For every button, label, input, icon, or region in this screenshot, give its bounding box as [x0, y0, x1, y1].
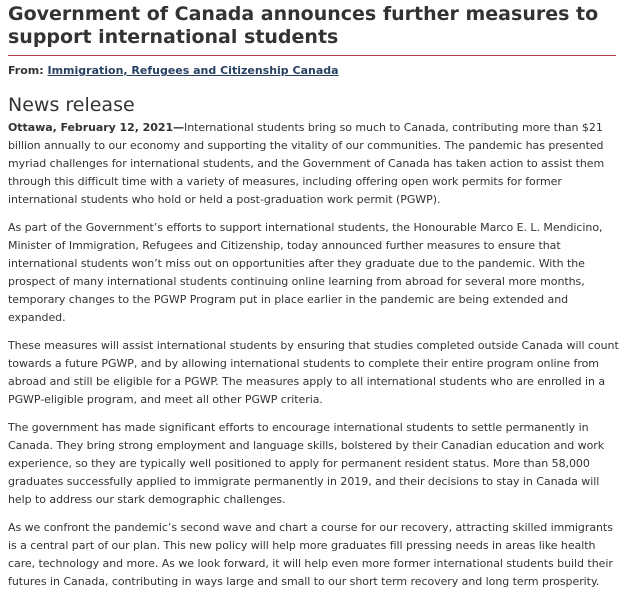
paragraph-5: As we confront the pandemic’s second wave and chart a course for our recovery, attracting skilled immigrants is a central part of our plan. This new policy will help more graduates fill pressing needs in areas like health care, technology and more. As we look forward, it will help even more former international students build their futures in Canada, contributing in ways large and small to our short term recovery and long term prosperity. [8, 521, 613, 588]
paragraph-3: These measures will assist international students by ensuring that studies completed outside Canada will count towards a future PGWP, and by allowing international students to complete their entire program online from abroad and still be eligible for a PGWP. The measures apply to all international students who are enrolled in a PGWP-eligible program, and meet all other PGWP criteria. [8, 339, 619, 406]
dateline: Ottawa, February 12, 2021 [8, 121, 174, 134]
paragraph-1 [8, 119, 620, 209]
from-label: From: [8, 64, 48, 77]
department-link[interactable]: Immigration, Refugees and Citizenship Canada [47, 64, 339, 77]
page-title: Government of Canada announces further measures to support international students [8, 0, 616, 56]
paragraph-4: The government has made significant efforts to encourage international students to settle permanently in Canada. They bring strong employment and language skills, bolstered by their Canadian education and work experience, so they are typically well positioned to apply for permanent resident status. More than 58,000 graduates successfully applied to immigrate permanently in 2019, and their decisions to stay in Canada will help to address our stark demographic challenges. [8, 421, 605, 506]
dateline-dash: — [173, 121, 185, 134]
section-heading: News release [8, 94, 135, 116]
paragraph-1-text: International students bring so much to Canada, contributing more than $21 billion annually to our economy and supporting the vitality of our communities. The pandemic has presented myriad challenges for international students, and the Government of Canada has taken action to assist them through this difficult time with a variety of measures, including offering open work permits for former international students who hold or held a post-graduation work permit (PGWP). [8, 121, 605, 206]
paragraph-2: As part of the Government’s efforts to support international students, the Honourable Marco E. L. Mendicino, Minister of Immigration, Refugees and Citizenship, today announced further measures to ensure that international students won’t miss out on opportunities after they graduate due to the pandemic. With the prospect of many international students continuing online learning from abroad for several more months, temporary changes to the PGWP Program put in place earlier in the pandemic are being extended and expanded. [8, 221, 603, 324]
from-line [8, 63, 633, 79]
